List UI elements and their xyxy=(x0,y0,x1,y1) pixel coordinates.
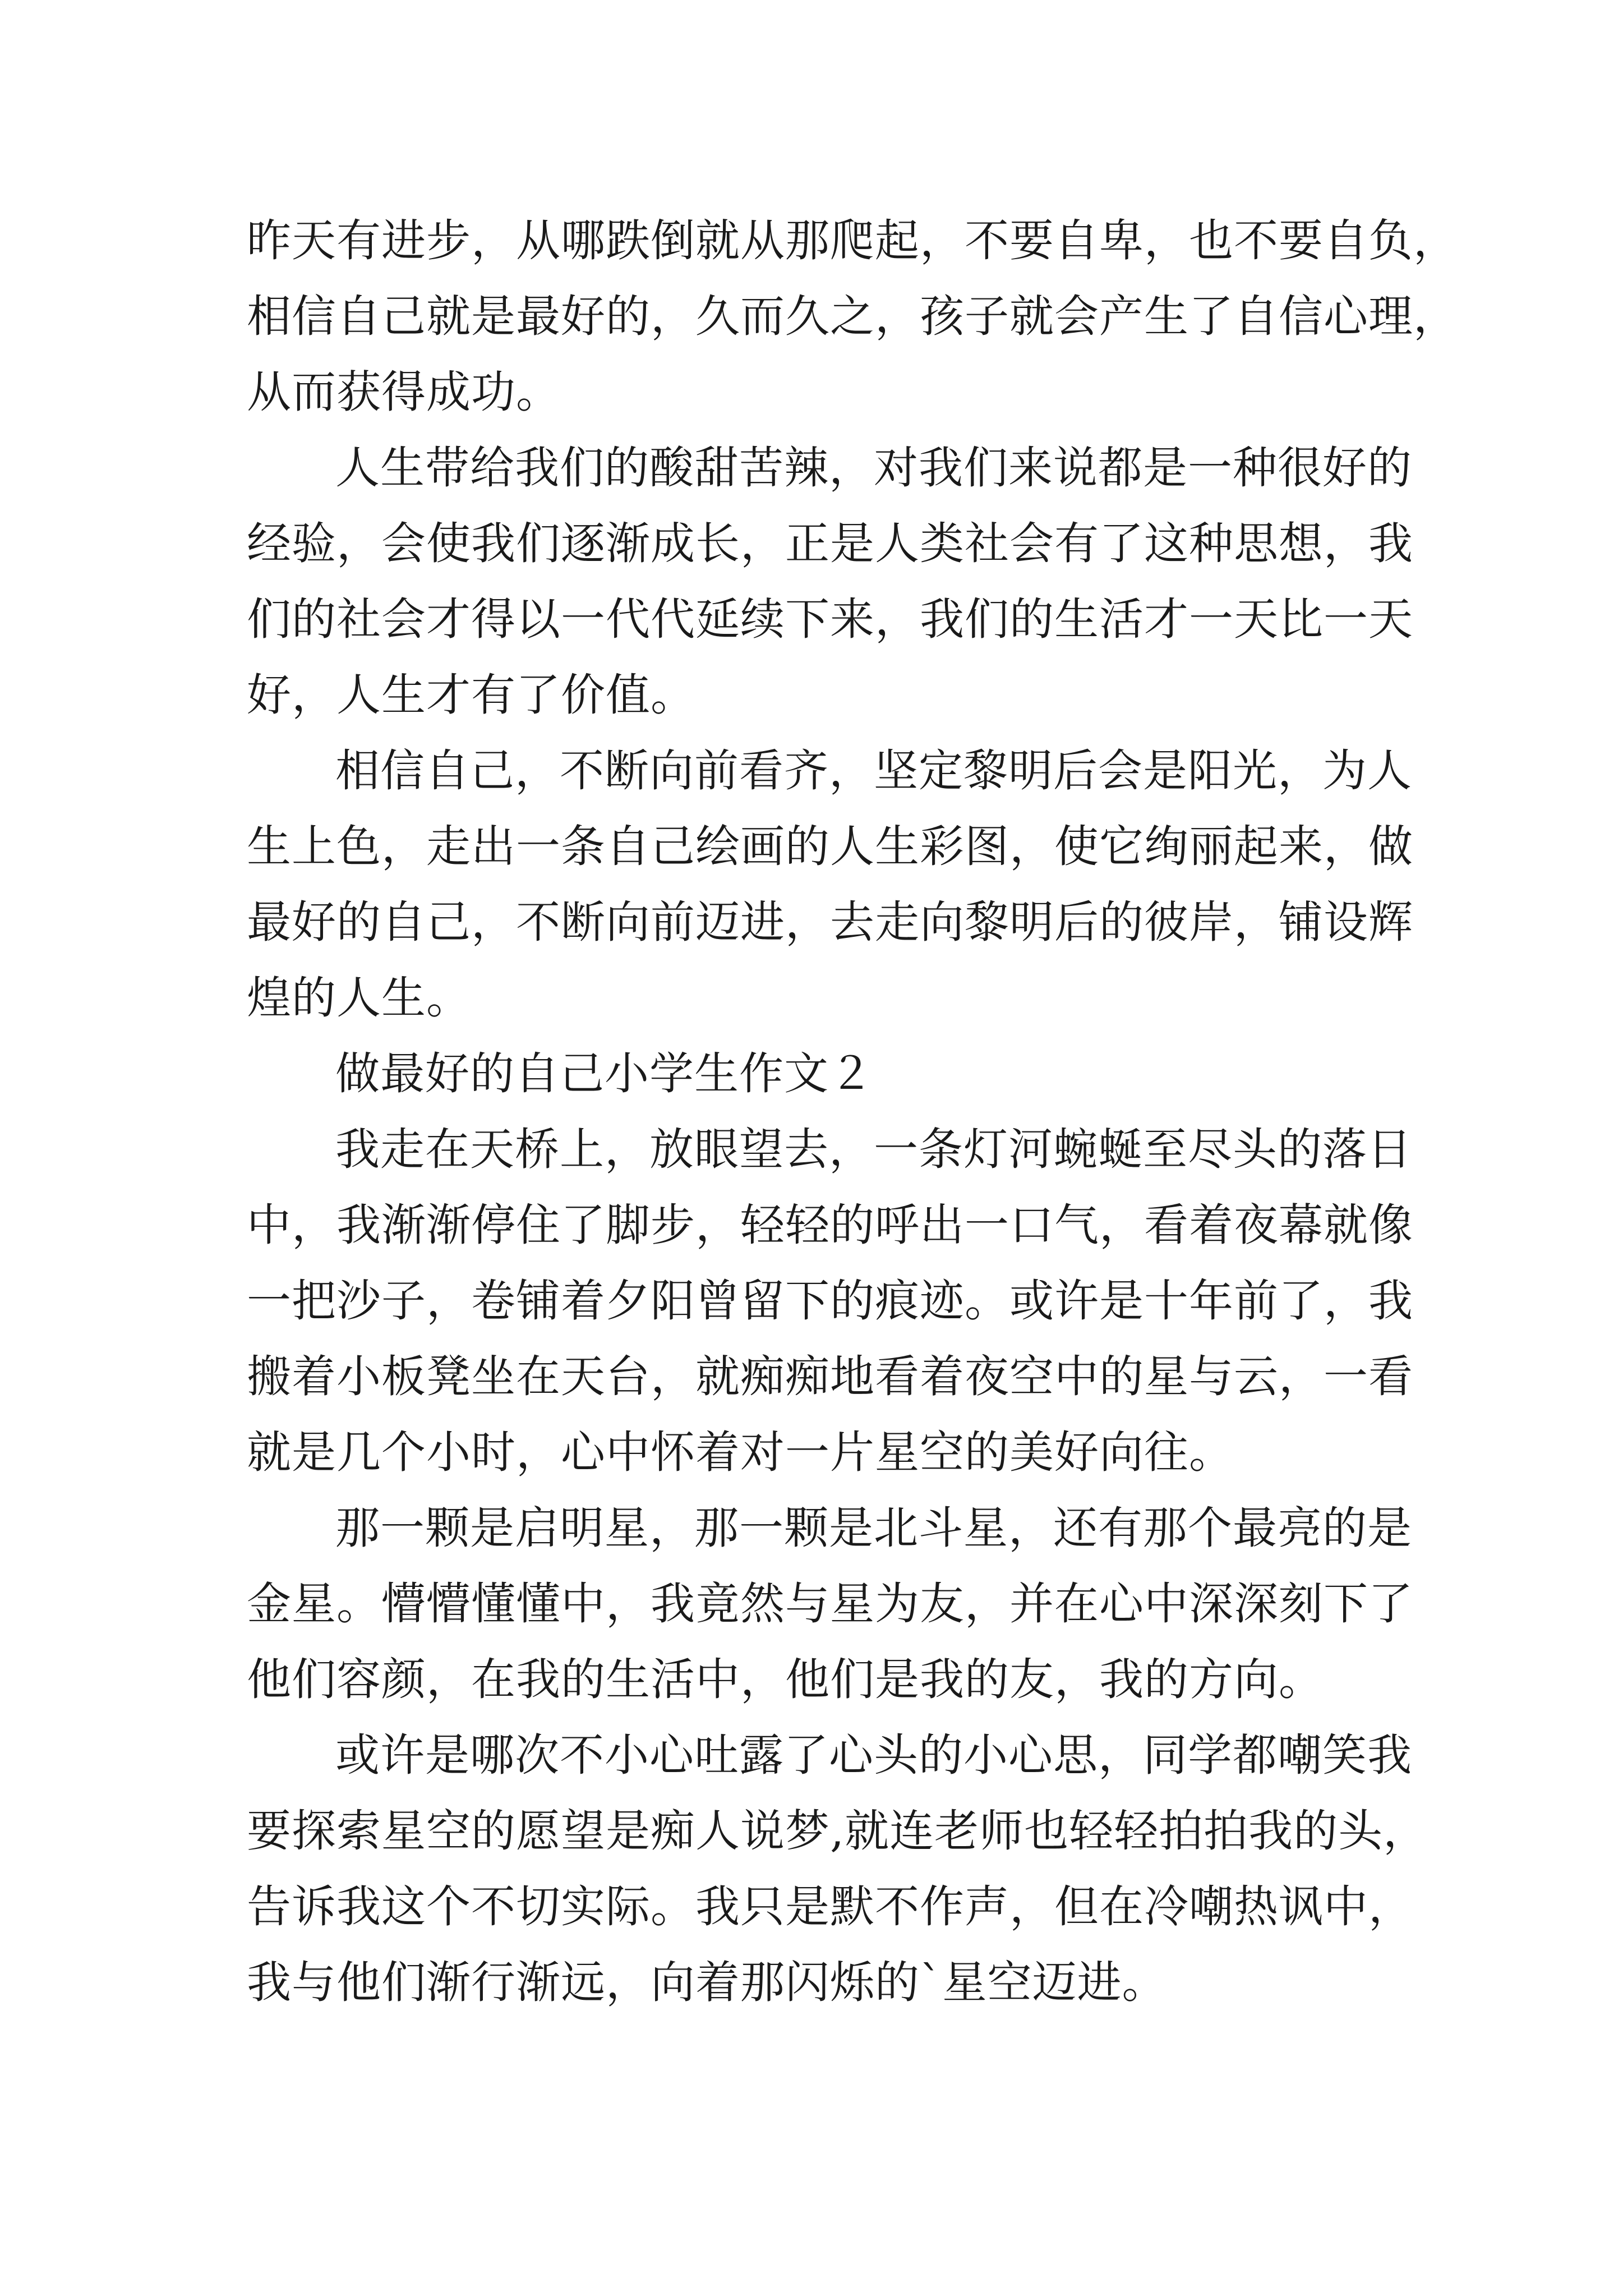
section-heading: 做最好的自己小学生作文２ xyxy=(335,1048,874,1099)
text-line: 搬着小板凳坐在天台，就痴痴地看着夜空中的星与云，一看 xyxy=(247,1351,1413,1402)
text-line: 最好的自己，不断向前迈进，去走向黎明后的彼岸，铺设辉 xyxy=(247,896,1413,948)
text-line: 他们容颜，在我的生活中，他们是我的友，我的方向。 xyxy=(247,1654,1324,1705)
text-line: 生上色，走出一条自己绘画的人生彩图，使它绚丽起来，做 xyxy=(247,821,1413,872)
text-line: 昨天有进步，从哪跌倒就从那爬起，不要自卑，也不要自负， xyxy=(247,215,1458,266)
text-line: 中，我渐渐停住了脚步，轻轻的呼出一口气，看着夜幕就像 xyxy=(247,1199,1413,1251)
text-line: 经验，会使我们逐渐成长，正是人类社会有了这种思想，我 xyxy=(247,518,1413,569)
paragraph-first-line: 我走在天桥上，放眼望去，一条灯河蜿蜒至尽头的落日 xyxy=(335,1124,1412,1175)
text-line: 金星。懵懵懂懂中，我竟然与星为友，并在心中深深刻下了 xyxy=(247,1578,1413,1630)
text-line: 煌的人生。 xyxy=(247,972,471,1024)
text-line: 一把沙子，卷铺着夕阳曾留下的痕迹。或许是十年前了，我 xyxy=(247,1275,1413,1327)
paragraph-first-line: 那一颗是启明星，那一颗是北斗星，还有那个最亮的是 xyxy=(335,1502,1412,1554)
paragraph-first-line: 人生带给我们的酸甜苦辣，对我们来说都是一种很好的 xyxy=(335,442,1412,494)
text-line: 从而获得成功。 xyxy=(247,366,561,418)
text-line: 要探索星空的愿望是痴人说梦,就连老师也轻轻拍拍我的头， xyxy=(247,1805,1428,1857)
text-line: 相信自己就是最好的，久而久之，孩子就会产生了自信心理， xyxy=(247,291,1458,342)
text-line: 们的社会才得以一代代延续下来，我们的生活才一天比一天 xyxy=(247,593,1413,645)
text-line: 好，人生才有了价值。 xyxy=(247,669,695,721)
text-line: 我与他们渐行渐远，向着那闪烁的`星空迈进。 xyxy=(247,1957,1167,2008)
text-line: 告诉我这个不切实际。我只是默不作声，但在冷嘲热讽中， xyxy=(247,1881,1413,1932)
paragraph-first-line: 相信自己，不断向前看齐，坚定黎明后会是阳光，为人 xyxy=(335,745,1412,797)
paragraph-first-line: 或许是哪次不小心吐露了心头的小心思，同学都嘲笑我 xyxy=(335,1729,1412,1781)
text-line: 就是几个小时，心中怀着对一片星空的美好向往。 xyxy=(247,1427,1234,1478)
